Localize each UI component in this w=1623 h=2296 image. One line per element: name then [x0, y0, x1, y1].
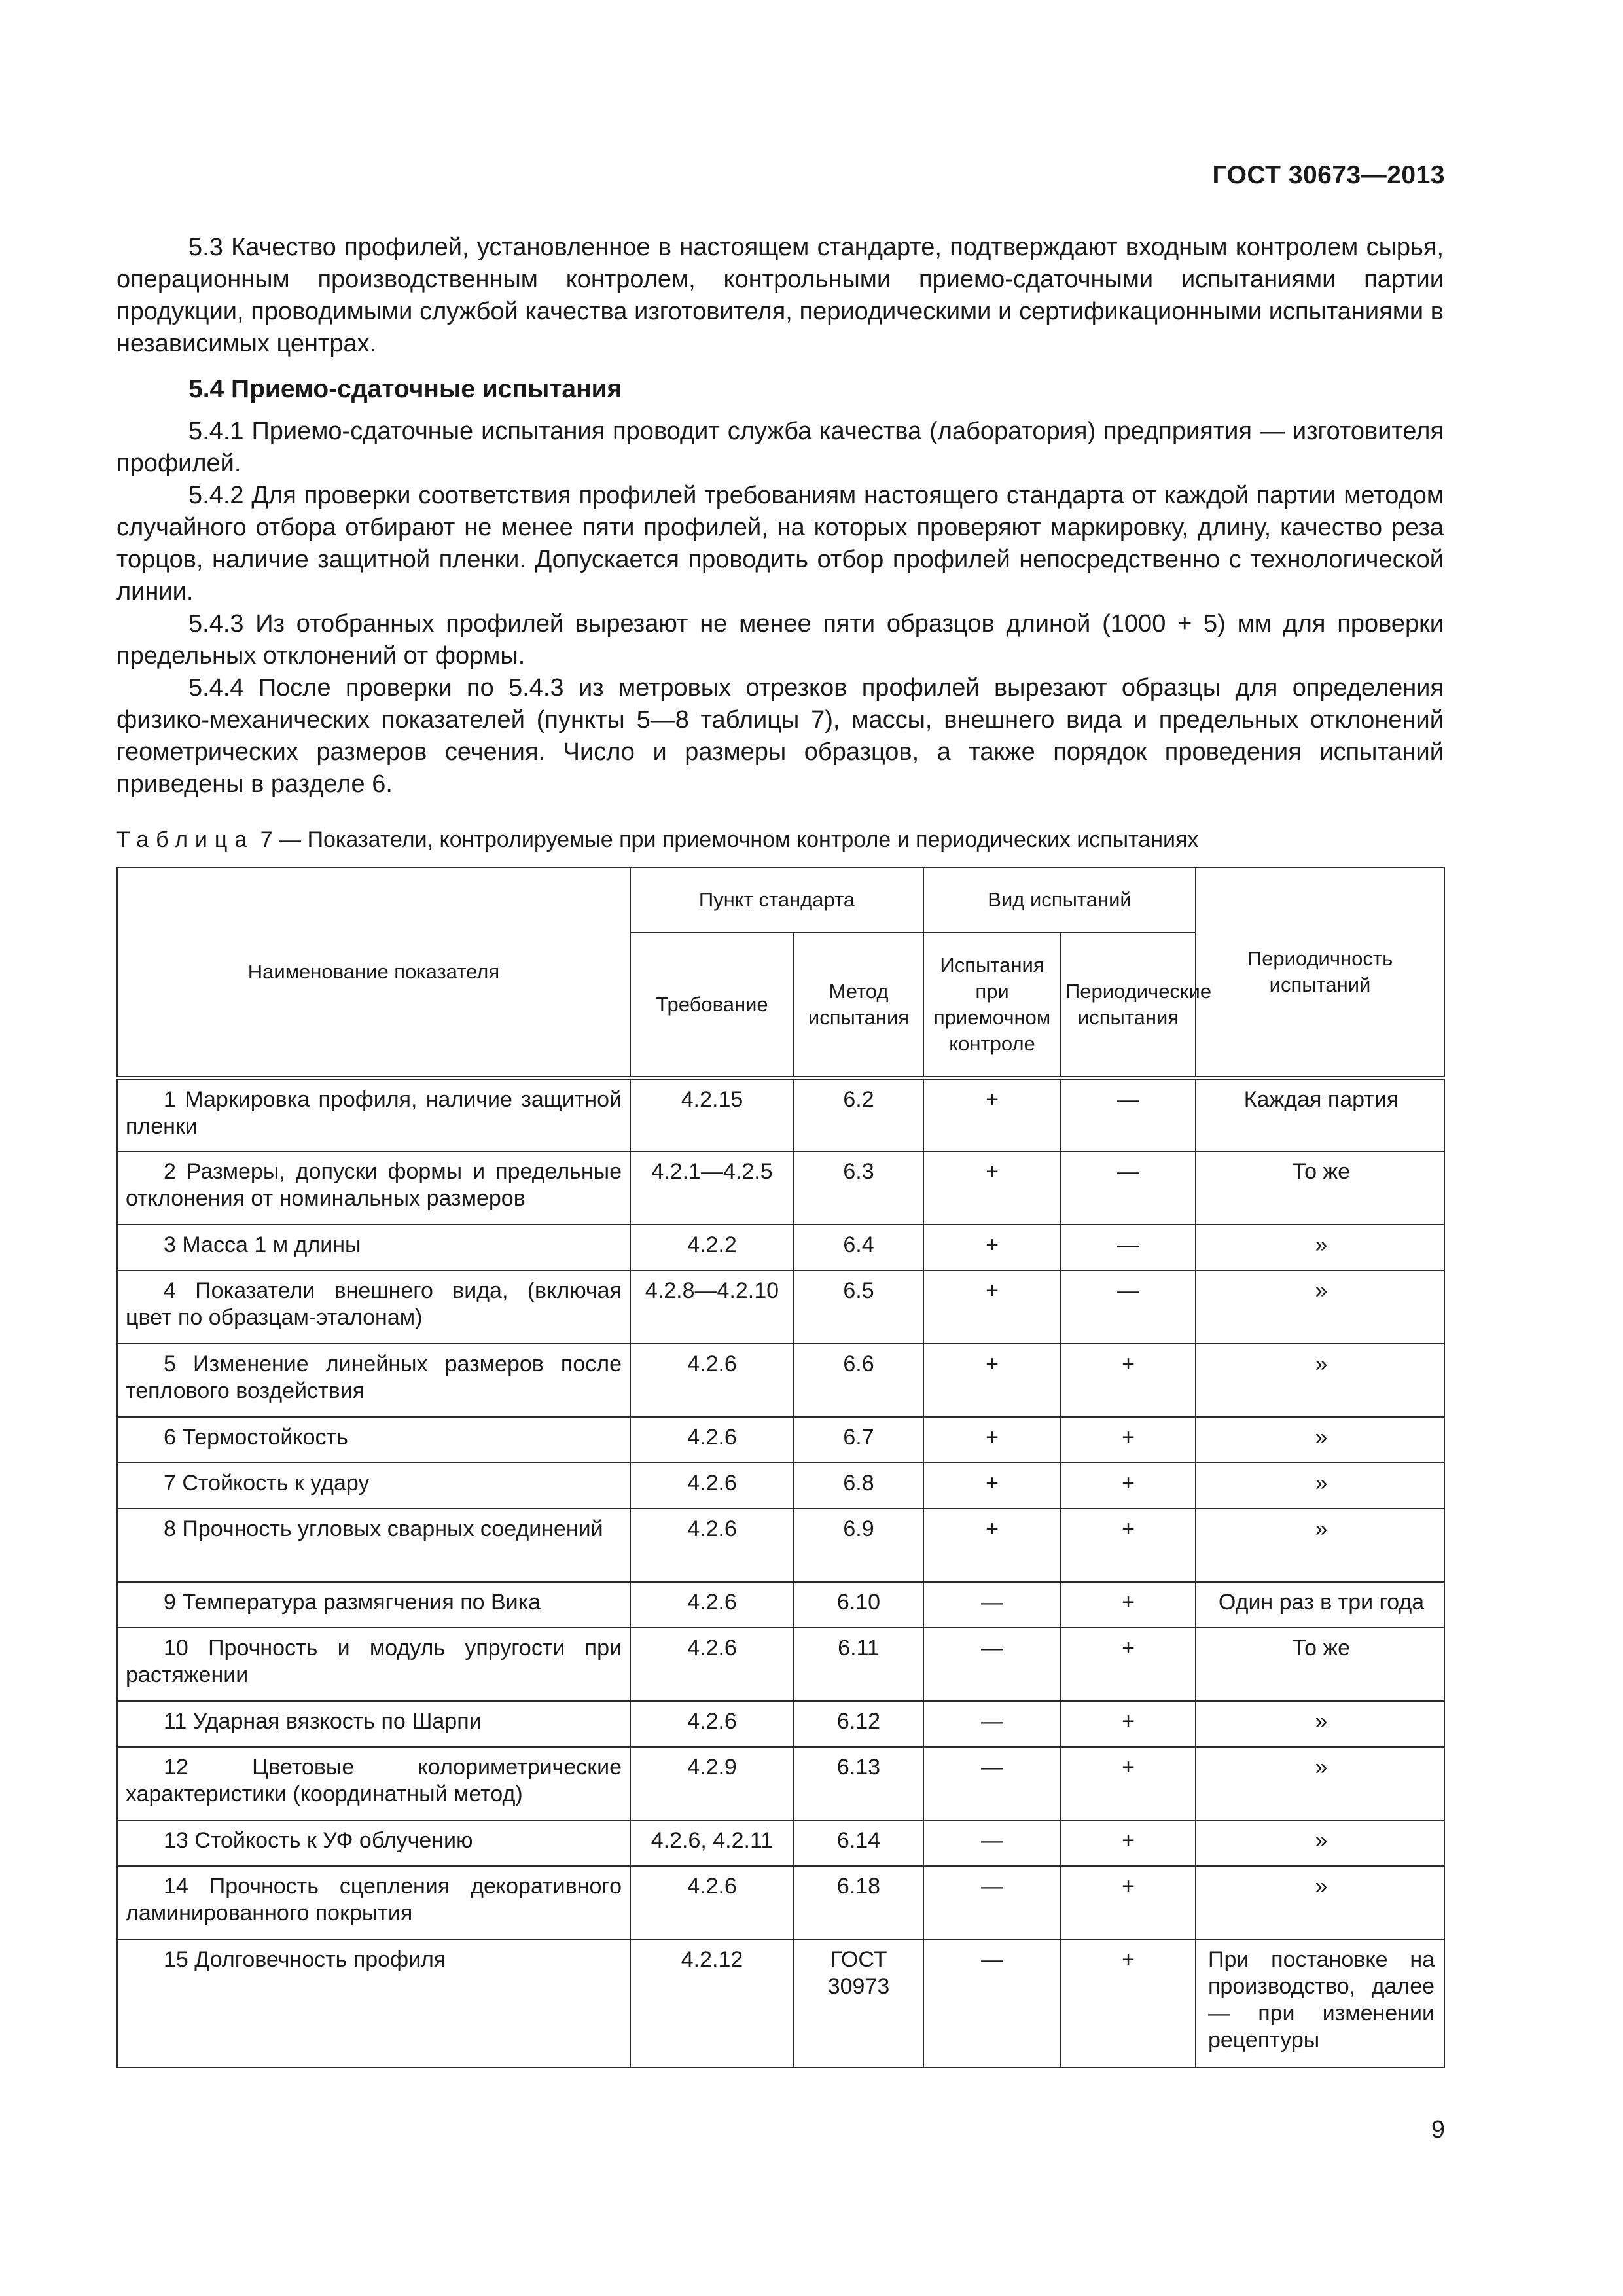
cell-frequency: »: [1196, 1701, 1444, 1747]
cell-name-text: Маркировка профиля, наличие защитной пленки: [126, 1087, 622, 1139]
cell-name-text: Стойкость к удару: [182, 1471, 370, 1496]
paragraph-5-4-2: 5.4.2 Для проверки соответствия профилей требованиям настоящего стандарта от каждой партии методом случайного отбора отбирают не менее пяти профилей, на которых проверяют маркировку, длину, качество реза торцов, наличие защитной пленки. Допускается проводить отбор профилей непосредственно с технологической линии.: [116, 482, 1444, 605]
cell-indicator-name: [117, 1939, 630, 2068]
cell-row-number: 9: [164, 1590, 176, 1615]
cell-frequency: При постановке на производство, далее — при изменении рецептуры: [1196, 1939, 1444, 2068]
table-row: [117, 1820, 1444, 1866]
paragraph-5-3: 5.3 Качество профилей, установленное в настоящем стандарте, подтверждают входным контролем сырья, операционным производственным контролем, контрольными приемо-сдаточными испытаниями партии продукции, проводимыми службой качества изготовителя, периодическими и сертификационными испытаниями в независимых центрах.: [116, 234, 1444, 357]
cell-acceptance: +: [923, 1463, 1061, 1509]
table-row: [117, 1628, 1444, 1701]
table-caption: [116, 827, 1198, 853]
cell-frequency: Один раз в три года: [1196, 1582, 1444, 1628]
table-row: [117, 1582, 1444, 1628]
cell-indicator-name: [117, 1417, 630, 1463]
header-test-type: Вид испытаний: [923, 867, 1196, 933]
cell-test-method: 6.5: [794, 1270, 923, 1344]
cell-row-number: 14: [164, 1874, 188, 1899]
cell-frequency: »: [1196, 1344, 1444, 1417]
header-test-method: Метод испытания: [794, 933, 923, 1078]
cell-test-method: 6.12: [794, 1701, 923, 1747]
cell-requirement: 4.2.1—4.2.5: [630, 1151, 794, 1225]
cell-requirement: 4.2.6: [630, 1509, 794, 1582]
cell-periodic: +: [1061, 1463, 1196, 1509]
cell-test-method: 6.3: [794, 1151, 923, 1225]
cell-row-number: 1: [164, 1087, 176, 1112]
cell-row-number: 3: [164, 1232, 176, 1257]
cell-row-number: 5: [164, 1352, 176, 1376]
cell-periodic: +: [1061, 1820, 1196, 1866]
cell-periodic: +: [1061, 1417, 1196, 1463]
cell-row-number: 11: [164, 1709, 187, 1734]
cell-indicator-name: [117, 1151, 630, 1225]
cell-indicator-name: [117, 1509, 630, 1582]
cell-test-method: 6.2: [794, 1078, 923, 1151]
cell-name-text: Долговечность профиля: [194, 1947, 446, 1972]
paragraph-5-4-4: 5.4.4 После проверки по 5.4.3 из метровых отрезков профилей вырезают образцы для определения физико-механических показателей (пункты 5—8 таблицы 7), массы, внешнего вида и предельных отклонений геометрических размеров сечения. Число и размеры образцов, а также порядок проведения испытаний приведены в разделе 6.: [116, 674, 1444, 798]
table-caption-label: Таблица: [116, 827, 255, 852]
header-requirement: Требование: [630, 933, 794, 1078]
header-periodic: Периодические испытания: [1061, 933, 1196, 1078]
cell-name-text: Температура размягчения по Вика: [182, 1590, 541, 1615]
cell-indicator-name: [117, 1628, 630, 1701]
cell-row-number: 12: [164, 1755, 188, 1780]
cell-acceptance: —: [923, 1866, 1061, 1939]
paragraph-5-4-3: 5.4.3 Из отобранных профилей вырезают не менее пяти образцов длиной (1000 + 5) мм для проверки предельных отклонений от формы.: [116, 610, 1444, 670]
cell-name-text: Масса 1 м длины: [182, 1232, 361, 1257]
cell-frequency: »: [1196, 1270, 1444, 1344]
cell-row-number: 6: [164, 1425, 176, 1450]
header-standard-clause: Пункт стандарта: [630, 867, 923, 933]
cell-periodic: —: [1061, 1270, 1196, 1344]
cell-indicator-name: [117, 1078, 630, 1151]
header-name: Наименование показателя: [117, 867, 630, 1078]
table-row: [117, 1701, 1444, 1747]
cell-test-method: 6.13: [794, 1747, 923, 1820]
table-row: [117, 1866, 1444, 1939]
cell-indicator-name: [117, 1225, 630, 1270]
cell-requirement: 4.2.6: [630, 1582, 794, 1628]
table-row: [117, 1747, 1444, 1820]
cell-row-number: 8: [164, 1516, 176, 1541]
cell-requirement: 4.2.2: [630, 1225, 794, 1270]
indicators-table: [116, 867, 1445, 2068]
cell-acceptance: —: [923, 1820, 1061, 1866]
cell-acceptance: —: [923, 1747, 1061, 1820]
cell-test-method: ГОСТ 30973: [794, 1939, 923, 2068]
cell-periodic: +: [1061, 1582, 1196, 1628]
cell-requirement: 4.2.6: [630, 1866, 794, 1939]
cell-periodic: —: [1061, 1225, 1196, 1270]
cell-requirement: 4.2.9: [630, 1747, 794, 1820]
cell-test-method: 6.14: [794, 1820, 923, 1866]
table-row: [117, 1270, 1444, 1344]
cell-periodic: +: [1061, 1701, 1196, 1747]
cell-name-text: Ударная вязкость по Шарпи: [192, 1709, 482, 1734]
cell-requirement: 4.2.6, 4.2.11: [630, 1820, 794, 1866]
table-body: [117, 1078, 1444, 2068]
cell-indicator-name: [117, 1344, 630, 1417]
cell-requirement: 4.2.6: [630, 1344, 794, 1417]
header-acceptance: Испытания при приемочном контроле: [923, 933, 1061, 1078]
cell-indicator-name: [117, 1747, 630, 1820]
cell-test-method: 6.4: [794, 1225, 923, 1270]
cell-test-method: 6.7: [794, 1417, 923, 1463]
cell-periodic: +: [1061, 1939, 1196, 2068]
table-row: [117, 1078, 1444, 1151]
cell-acceptance: —: [923, 1939, 1061, 2068]
cell-frequency: »: [1196, 1417, 1444, 1463]
table-row: [117, 1225, 1444, 1270]
cell-name-text: Прочность и модуль упругости при растяжении: [126, 1636, 622, 1687]
cell-acceptance: +: [923, 1225, 1061, 1270]
cell-name-text: Стойкость к УФ облучению: [194, 1828, 473, 1853]
cell-test-method: 6.9: [794, 1509, 923, 1582]
table-row: [117, 1509, 1444, 1582]
cell-row-number: 13: [164, 1828, 188, 1853]
cell-acceptance: —: [923, 1701, 1061, 1747]
cell-frequency: »: [1196, 1225, 1444, 1270]
cell-requirement: 4.2.6: [630, 1701, 794, 1747]
cell-test-method: 6.18: [794, 1866, 923, 1939]
cell-test-method: 6.11: [794, 1628, 923, 1701]
cell-acceptance: +: [923, 1151, 1061, 1225]
cell-acceptance: —: [923, 1628, 1061, 1701]
cell-frequency: »: [1196, 1747, 1444, 1820]
cell-indicator-name: [117, 1270, 630, 1344]
cell-periodic: +: [1061, 1509, 1196, 1582]
cell-indicator-name: [117, 1701, 630, 1747]
document-header: ГОСТ 30673—2013: [1212, 161, 1445, 189]
cell-row-number: 4: [164, 1278, 176, 1303]
cell-name-text: Прочность сцепления декоративного ламинированного покрытия: [126, 1874, 622, 1926]
cell-frequency: То же: [1196, 1628, 1444, 1701]
cell-indicator-name: [117, 1820, 630, 1866]
table-header-row: [117, 867, 1444, 933]
section-heading-5-4: 5.4 Приемо-сдаточные испытания: [188, 375, 622, 403]
table-row: [117, 1417, 1444, 1463]
cell-acceptance: —: [923, 1582, 1061, 1628]
cell-periodic: +: [1061, 1866, 1196, 1939]
cell-acceptance: +: [923, 1270, 1061, 1344]
cell-requirement: 4.2.6: [630, 1628, 794, 1701]
cell-name-text: Термостойкость: [182, 1425, 348, 1450]
cell-frequency: Каждая партия: [1196, 1078, 1444, 1151]
cell-frequency: То же: [1196, 1151, 1444, 1225]
cell-periodic: +: [1061, 1628, 1196, 1701]
cell-frequency: »: [1196, 1866, 1444, 1939]
page-number: 9: [1431, 2116, 1445, 2144]
table-row: [117, 1151, 1444, 1225]
cell-periodic: +: [1061, 1344, 1196, 1417]
cell-requirement: 4.2.15: [630, 1078, 794, 1151]
table-row: [117, 1939, 1444, 2068]
cell-test-method: 6.10: [794, 1582, 923, 1628]
cell-requirement: 4.2.6: [630, 1417, 794, 1463]
cell-name-text: Прочность угловых сварных соединений: [182, 1516, 603, 1541]
cell-periodic: —: [1061, 1151, 1196, 1225]
cell-name-text: Размеры, допуски формы и предельные отклонения от номинальных размеров: [126, 1159, 622, 1211]
cell-name-text: Цветовые колориметрические характеристики (координатный метод): [126, 1755, 622, 1806]
paragraph-5-4-1: 5.4.1 Приемо-сдаточные испытания проводит служба качества (лаборатория) предприятия — изготовителя профилей.: [116, 418, 1444, 477]
cell-acceptance: +: [923, 1078, 1061, 1151]
cell-requirement: 4.2.8—4.2.10: [630, 1270, 794, 1344]
cell-row-number: 7: [164, 1471, 176, 1496]
header-frequency: Периодичность испытаний: [1196, 867, 1444, 1078]
cell-test-method: 6.8: [794, 1463, 923, 1509]
cell-test-method: 6.6: [794, 1344, 923, 1417]
table-row: [117, 1463, 1444, 1509]
cell-frequency: »: [1196, 1820, 1444, 1866]
cell-acceptance: +: [923, 1509, 1061, 1582]
cell-frequency: »: [1196, 1463, 1444, 1509]
cell-acceptance: +: [923, 1344, 1061, 1417]
cell-row-number: 2: [164, 1159, 176, 1184]
document-body: [116, 232, 1444, 800]
cell-indicator-name: [117, 1582, 630, 1628]
cell-requirement: 4.2.6: [630, 1463, 794, 1509]
table-row: [117, 1344, 1444, 1417]
cell-acceptance: +: [923, 1417, 1061, 1463]
cell-name-text: Изменение линейных размеров после теплового воздействия: [126, 1352, 622, 1403]
cell-frequency: »: [1196, 1509, 1444, 1582]
cell-row-number: 15: [164, 1947, 188, 1972]
cell-requirement: 4.2.12: [630, 1939, 794, 2068]
cell-periodic: +: [1061, 1747, 1196, 1820]
cell-indicator-name: [117, 1463, 630, 1509]
cell-periodic: —: [1061, 1078, 1196, 1151]
cell-name-text: Показатели внешнего вида, (включая цвет по образцам-эталонам): [126, 1278, 622, 1330]
cell-row-number: 10: [164, 1636, 188, 1660]
table-caption-text: 7 — Показатели, контролируемые при приемочном контроле и периодических испытаниях: [260, 827, 1199, 852]
cell-indicator-name: [117, 1866, 630, 1939]
